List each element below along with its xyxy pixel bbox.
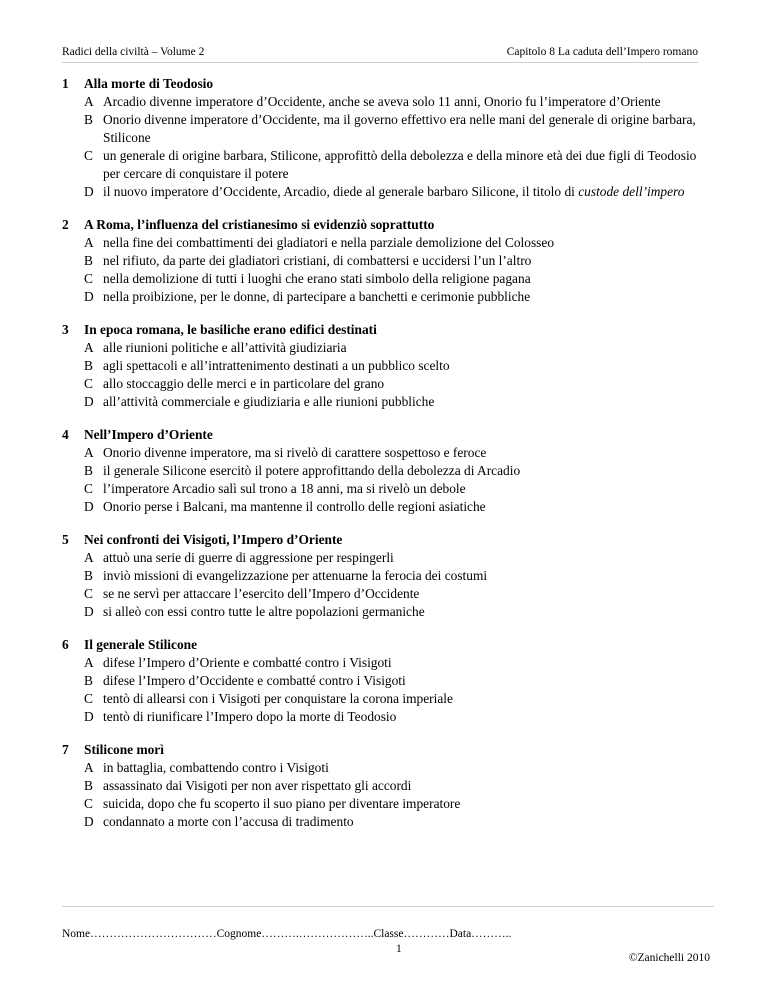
answer-option-d [62,708,712,726]
option-letter: B [84,112,93,127]
question-stem [62,636,712,654]
option-letter: D [84,709,94,724]
answer-option-b [62,567,712,585]
option-letter: B [84,673,93,688]
option-letter: A [84,760,94,775]
answer-option-d [62,813,712,831]
option-italic-text: custode dell’impero [578,184,685,199]
option-letter: C [84,271,93,286]
option-letter: A [84,550,94,565]
answer-option-d [62,183,712,201]
option-text: all’attività commerciale e giudiziaria e alle riunioni pubbliche [103,394,435,409]
question-stem [62,321,712,339]
answer-option-d [62,288,712,306]
option-text: Onorio divenne imperatore, ma si rivelò di carattere sospettoso e feroce [103,445,487,460]
answer-option-d [62,393,712,411]
answer-option-d [62,498,712,516]
student-info-fields: Nome……………………………Cognome……….………………..Classe…………Data……….. [62,928,512,940]
answer-option-a [62,654,712,672]
question-6 [62,636,712,726]
answer-option-c [62,690,712,708]
answer-option-c [62,795,712,813]
question-number: 1 [62,76,69,91]
question-number: 7 [62,742,69,757]
question-stem [62,531,712,549]
question-stem [62,426,712,444]
question-1 [62,75,712,201]
answer-option-c [62,480,712,498]
option-letter: D [84,814,94,829]
option-letter: D [84,394,94,409]
answer-option-c [62,270,712,288]
answer-option-b [62,357,712,375]
question-number: 2 [62,217,69,232]
option-text: se ne servì per attaccare l’esercito dell’Impero d’Occidente [103,586,420,601]
option-text: in battaglia, combattendo contro i Visigoti [103,760,329,775]
question-2 [62,216,712,306]
answer-option-c [62,585,712,603]
option-text: nella proibizione, per le donne, di partecipare a banchetti e cerimonie pubbliche [103,289,531,304]
answer-option-c [62,147,712,183]
answer-option-b [62,777,712,795]
question-text: In epoca romana, le basiliche erano edifici destinati [84,322,377,337]
option-text: inviò missioni di evangelizzazione per attenuarne la ferocia dei costumi [103,568,488,583]
copyright-notice: ©Zanichelli 2010 [628,952,710,964]
answer-option-b [62,672,712,690]
option-text: tentò di allearsi con i Visigoti per conquistare la corona imperiale [103,691,453,706]
question-text: Nei confronti dei Visigoti, l’Impero d’Oriente [84,532,343,547]
answer-option-c [62,375,712,393]
question-5 [62,531,712,621]
option-letter: B [84,778,93,793]
option-letter: C [84,376,93,391]
option-letter: C [84,796,93,811]
option-letter: C [84,691,93,706]
question-4 [62,426,712,516]
option-text: tentò di riunificare l’Impero dopo la morte di Teodosio [103,709,397,724]
question-text: Alla morte di Teodosio [84,76,214,91]
option-letter: C [84,586,93,601]
option-letter: D [84,289,94,304]
option-text: suicida, dopo che fu scoperto il suo piano per diventare imperatore [103,796,461,811]
footer-divider [62,906,714,907]
option-letter: B [84,568,93,583]
option-letter: C [84,148,93,163]
option-text: un generale di origine barbara, Stilicone, approfittò della debolezza e della minore età dei due figli di Teodosio per cercare di conquistare il potere [103,148,697,181]
option-letter: B [84,358,93,373]
option-text: l’imperatore Arcadio salì sul trono a 18 anni, ma si rivelò un debole [103,481,466,496]
option-text: il generale Silicone esercitò il potere approfittando della debolezza di Arcadio [103,463,521,478]
question-number: 4 [62,427,69,442]
answer-option-b [62,252,712,270]
option-text: attuò una serie di guerre di aggressione per respingerli [103,550,394,565]
answer-option-d [62,603,712,621]
question-number: 3 [62,322,69,337]
option-text: si alleò con essi contro tutte le altre popolazioni germaniche [103,604,425,619]
option-text: Onorio divenne imperatore d’Occidente, ma il governo effettivo era nelle mani del generale di origine barbara, Stilicone [103,112,696,145]
option-letter: D [84,499,94,514]
option-text: condannato a morte con l’accusa di tradimento [103,814,354,829]
option-letter: D [84,604,94,619]
option-text: assassinato dai Visigoti per non aver rispettato gli accordi [103,778,412,793]
answer-option-b [62,462,712,480]
question-text: Il generale Stilicone [84,637,198,652]
option-letter: A [84,340,94,355]
question-text: Nell’Impero d’Oriente [84,427,213,442]
option-letter: A [84,235,94,250]
header-chapter-title: Capitolo 8 La caduta dell’Impero romano [506,46,698,58]
question-3 [62,321,712,411]
option-letter: B [84,253,93,268]
question-number: 6 [62,637,69,652]
option-letter: C [84,481,93,496]
answer-option-a [62,234,712,252]
question-number: 5 [62,532,69,547]
option-text: alle riunioni politiche e all’attività giudiziaria [103,340,347,355]
option-text: agli spettacoli e all’intrattenimento destinati a un pubblico scelto [103,358,450,373]
option-text: Arcadio divenne imperatore d’Occidente, anche se aveva solo 11 anni, Onorio fu l’imperatore d’Oriente [103,94,661,109]
page-header [62,46,698,63]
option-letter: A [84,94,94,109]
option-letter: A [84,445,94,460]
answer-option-a [62,759,712,777]
answer-option-a [62,549,712,567]
answer-option-b [62,111,712,147]
question-stem [62,75,712,93]
answer-option-a [62,444,712,462]
question-stem [62,216,712,234]
question-list [62,75,712,846]
answer-option-a [62,93,712,111]
question-text: A Roma, l’influenza del cristianesimo si evidenziò soprattutto [84,217,435,232]
answer-option-a [62,339,712,357]
option-letter: D [84,184,94,199]
question-text: Stilicone morì [84,742,164,757]
page-number: 1 [396,943,402,955]
option-text: nel rifiuto, da parte dei gladiatori cristiani, di combattersi e uccidersi l’un l’altro [103,253,532,268]
option-text: il nuovo imperatore d’Occidente, Arcadio, diede al generale barbaro Silicone, il titolo di [103,184,579,199]
option-text: nella demolizione di tutti i luoghi che erano stati simbolo della religione pagana [103,271,531,286]
question-stem [62,741,712,759]
header-book-title: Radici della civiltà – Volume 2 [62,46,205,58]
question-7 [62,741,712,831]
option-letter: B [84,463,93,478]
option-text: Onorio perse i Balcani, ma mantenne il controllo delle regioni asiatiche [103,499,486,514]
option-text: difese l’Impero d’Oriente e combatté contro i Visigoti [103,655,392,670]
option-text: nella fine dei combattimenti dei gladiatori e nella parziale demolizione del Colosseo [103,235,555,250]
option-text: allo stoccaggio delle merci e in particolare del grano [103,376,385,391]
option-letter: A [84,655,94,670]
option-text: difese l’Impero d’Occidente e combatté contro i Visigoti [103,673,406,688]
